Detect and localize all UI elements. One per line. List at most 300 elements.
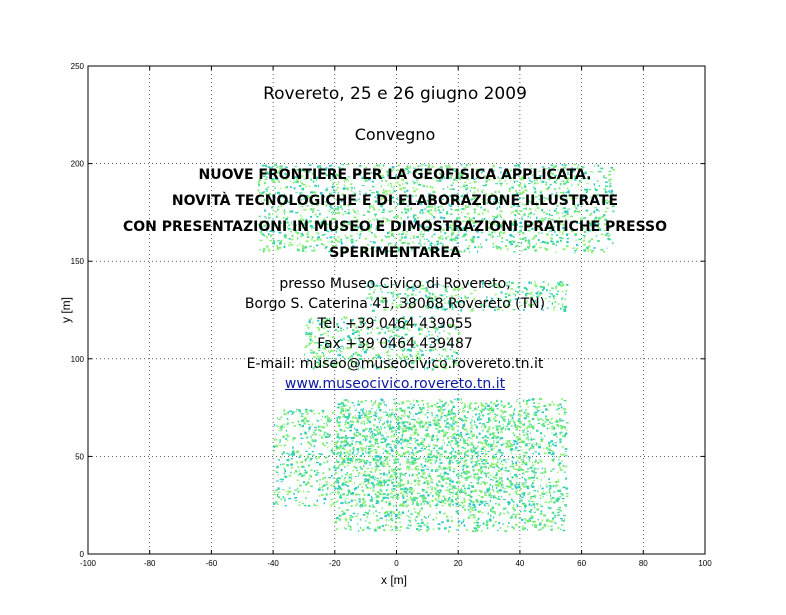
data-point: [298, 491, 301, 492]
data-point: [464, 509, 466, 511]
data-point: [381, 428, 382, 430]
data-point: [517, 460, 518, 462]
data-point: [464, 490, 466, 492]
data-point: [395, 451, 398, 453]
data-point: [404, 487, 407, 490]
data-point: [365, 462, 366, 464]
data-point: [310, 486, 313, 487]
data-point: [309, 443, 311, 445]
data-point: [483, 446, 484, 447]
data-point: [464, 524, 466, 526]
data-point: [373, 436, 374, 438]
data-point: [350, 454, 351, 455]
data-point: [436, 457, 438, 459]
data-point: [495, 484, 498, 486]
data-point: [287, 418, 289, 419]
data-point: [404, 491, 407, 493]
data-point: [458, 513, 459, 514]
data-point: [549, 485, 552, 487]
data-point: [523, 452, 525, 453]
data-point: [439, 492, 441, 493]
data-point: [368, 413, 370, 414]
data-point: [314, 445, 316, 447]
data-point: [303, 481, 305, 483]
data-point: [476, 464, 478, 466]
data-point: [560, 441, 562, 443]
data-point: [391, 488, 392, 490]
data-point: [536, 468, 539, 469]
data-point: [463, 519, 465, 520]
data-point: [415, 511, 416, 512]
data-point: [526, 403, 527, 405]
data-point: [422, 500, 425, 502]
data-point: [470, 482, 473, 483]
data-point: [503, 513, 505, 514]
data-point: [437, 403, 439, 404]
data-point: [398, 454, 400, 456]
data-point: [301, 475, 303, 477]
data-point: [463, 408, 464, 409]
data-point: [354, 455, 355, 457]
data-point: [421, 400, 424, 402]
data-point: [424, 502, 425, 503]
data-point: [558, 421, 560, 423]
data-point: [350, 529, 352, 530]
data-point: [350, 515, 352, 516]
data-point: [353, 450, 354, 452]
data-point: [383, 442, 385, 443]
data-point: [458, 481, 461, 483]
data-point: [528, 416, 530, 418]
data-point: [515, 462, 517, 465]
data-point: [411, 430, 413, 431]
data-point: [522, 473, 524, 475]
data-point: [280, 464, 281, 466]
data-point: [426, 435, 429, 437]
data-point: [437, 501, 439, 503]
data-point: [384, 441, 386, 443]
data-point: [396, 487, 399, 488]
data-point: [339, 448, 341, 449]
data-point: [311, 439, 314, 440]
data-point: [432, 519, 434, 521]
data-point: [468, 450, 469, 452]
data-point: [449, 481, 451, 482]
data-point: [383, 529, 385, 531]
data-point: [521, 459, 522, 461]
data-point: [484, 463, 486, 465]
data-point: [327, 487, 329, 489]
data-point: [414, 480, 416, 482]
data-point: [458, 435, 460, 437]
data-point: [503, 419, 505, 420]
data-point: [292, 446, 294, 449]
data-point: [516, 493, 517, 494]
data-point: [467, 430, 468, 432]
data-point: [473, 410, 474, 411]
data-point: [347, 416, 350, 418]
data-point: [456, 491, 458, 493]
data-point: [404, 411, 405, 413]
data-point: [549, 491, 551, 493]
data-point: [419, 407, 421, 409]
data-point: [339, 464, 341, 466]
data-point: [557, 405, 560, 407]
data-point: [319, 495, 321, 496]
data-point: [373, 402, 376, 404]
data-point: [467, 444, 470, 446]
data-point: [421, 448, 424, 449]
data-point: [324, 477, 326, 479]
data-point: [505, 488, 506, 490]
data-point: [295, 500, 298, 501]
data-point: [548, 409, 549, 411]
data-point: [471, 434, 473, 436]
data-point: [430, 486, 431, 487]
data-point: [330, 419, 331, 422]
data-point: [478, 478, 480, 480]
data-point: [278, 487, 280, 489]
data-point: [508, 459, 510, 460]
data-point: [488, 439, 489, 440]
data-point: [426, 490, 428, 492]
data-point: [388, 525, 390, 526]
data-point: [531, 470, 533, 472]
data-point: [344, 440, 347, 442]
data-point: [398, 432, 400, 434]
data-point: [336, 462, 337, 464]
data-point: [416, 516, 417, 518]
data-point: [368, 494, 370, 496]
data-point: [284, 473, 286, 475]
data-point: [275, 445, 278, 448]
data-point: [488, 420, 489, 422]
data-point: [412, 501, 415, 503]
data-point: [524, 462, 527, 464]
data-point: [346, 475, 347, 477]
data-point: [423, 450, 424, 451]
data-point: [444, 415, 447, 416]
data-point: [347, 442, 348, 443]
data-point: [425, 429, 428, 431]
data-point: [449, 526, 451, 528]
data-point: [359, 443, 362, 445]
data-point: [424, 414, 426, 416]
data-point: [345, 498, 347, 499]
data-point: [481, 477, 482, 478]
data-point: [387, 420, 389, 421]
data-point: [501, 444, 503, 446]
data-point: [348, 502, 350, 503]
data-point: [516, 504, 517, 506]
data-point: [513, 505, 515, 507]
data-point: [526, 415, 527, 417]
data-point: [348, 493, 349, 495]
data-point: [506, 491, 508, 493]
data-point: [424, 465, 426, 467]
data-point: [336, 420, 338, 422]
data-point: [425, 500, 426, 502]
data-point: [527, 413, 529, 415]
data-point: [549, 449, 552, 451]
data-point: [319, 426, 322, 428]
data-point: [354, 482, 355, 484]
data-point: [515, 514, 518, 516]
data-point: [428, 444, 430, 445]
data-point: [377, 460, 379, 462]
data-point: [397, 468, 398, 471]
data-point: [534, 490, 536, 492]
data-point: [533, 470, 535, 472]
data-point: [305, 471, 308, 473]
data-point: [498, 470, 501, 472]
data-point: [490, 515, 491, 518]
data-point: [433, 423, 435, 424]
data-point: [466, 529, 468, 531]
data-point: [482, 463, 483, 465]
data-point: [311, 436, 312, 438]
data-point: [415, 521, 417, 522]
data-point: [395, 432, 397, 433]
data-point: [448, 404, 449, 406]
data-point: [365, 428, 368, 430]
data-point: [300, 461, 303, 463]
data-point: [414, 433, 416, 435]
data-point: [327, 419, 330, 421]
data-point: [450, 444, 451, 446]
data-point: [403, 430, 406, 432]
data-point: [372, 456, 373, 457]
data-point: [492, 525, 494, 527]
data-point: [375, 510, 377, 511]
data-point: [411, 493, 413, 495]
data-point: [478, 479, 479, 481]
data-point: [476, 436, 478, 438]
data-point: [377, 491, 379, 492]
data-point: [296, 409, 297, 411]
data-point: [428, 446, 431, 447]
data-point: [560, 529, 562, 530]
data-point: [400, 463, 401, 465]
data-point: [369, 449, 371, 450]
data-point: [347, 524, 349, 525]
data-point: [484, 446, 486, 447]
data-point: [508, 494, 510, 496]
data-point: [382, 485, 384, 487]
data-point: [436, 460, 438, 462]
data-point: [433, 528, 435, 529]
data-point: [308, 465, 310, 467]
data-point: [417, 443, 419, 445]
data-point: [345, 503, 348, 504]
data-point: [516, 456, 517, 457]
data-point: [407, 415, 410, 417]
data-point: [476, 520, 478, 521]
data-point: [465, 465, 466, 466]
data-point: [418, 481, 420, 482]
data-point: [383, 474, 386, 475]
data-point: [359, 412, 360, 414]
data-point: [391, 412, 393, 414]
data-point: [553, 454, 554, 456]
data-point: [544, 471, 546, 473]
data-point: [407, 488, 408, 490]
data-point: [470, 448, 472, 450]
data-point: [400, 526, 402, 528]
data-point: [562, 498, 565, 499]
data-point: [435, 491, 437, 493]
data-point: [477, 409, 479, 411]
data-point: [480, 501, 483, 503]
data-point: [362, 453, 364, 455]
data-point: [532, 524, 533, 526]
data-point: [342, 402, 344, 404]
data-point: [365, 475, 366, 477]
data-point: [335, 481, 338, 483]
data-point: [541, 511, 543, 513]
data-point: [457, 430, 458, 432]
data-point: [336, 453, 339, 454]
data-point: [485, 453, 488, 455]
data-point: [551, 427, 552, 429]
data-point: [395, 526, 396, 529]
data-point: [395, 462, 397, 464]
data-point: [375, 477, 376, 478]
data-point: [528, 399, 531, 401]
data-point: [519, 403, 521, 405]
data-point: [453, 468, 455, 470]
data-point: [367, 416, 370, 418]
data-point: [473, 473, 476, 475]
data-point: [288, 454, 290, 456]
data-point: [283, 427, 286, 428]
data-point: [410, 435, 413, 436]
data-point: [521, 464, 523, 466]
data-point: [464, 488, 466, 490]
data-point: [355, 505, 357, 506]
data-point: [527, 436, 529, 437]
data-point: [294, 425, 296, 427]
data-point: [446, 445, 448, 446]
data-point: [516, 482, 517, 483]
data-point: [397, 517, 400, 519]
data-point: [478, 451, 479, 453]
data-point: [508, 440, 510, 441]
data-point: [538, 453, 540, 455]
data-point: [494, 414, 496, 416]
data-point: [524, 522, 526, 523]
data-point: [552, 518, 554, 520]
data-point: [541, 529, 542, 531]
data-point: [352, 470, 353, 472]
data-point: [345, 452, 347, 453]
data-point: [401, 401, 404, 403]
data-point: [470, 427, 471, 429]
data-point: [395, 473, 398, 476]
data-point: [471, 485, 474, 487]
data-point: [385, 456, 388, 458]
data-point: [388, 453, 391, 455]
data-point: [487, 527, 489, 529]
data-point: [444, 403, 447, 405]
data-point: [553, 521, 554, 522]
data-point: [512, 457, 515, 459]
data-point: [452, 401, 454, 403]
data-point: [401, 428, 404, 429]
data-point: [555, 481, 558, 483]
data-point: [321, 419, 322, 420]
data-point: [527, 488, 529, 490]
data-point: [472, 436, 474, 437]
data-point: [428, 435, 429, 437]
data-point: [382, 449, 384, 450]
data-point: [415, 429, 418, 431]
data-point: [293, 440, 294, 442]
data-point: [490, 450, 493, 451]
data-point: [326, 422, 327, 423]
data-point: [514, 484, 516, 486]
data-point: [467, 439, 468, 441]
data-point: [323, 462, 326, 463]
data-point: [464, 406, 466, 408]
data-point: [507, 428, 509, 429]
data-point: [511, 425, 513, 427]
data-point: [552, 529, 554, 531]
data-point: [512, 461, 514, 463]
data-point: [438, 528, 441, 530]
data-point: [322, 478, 324, 480]
data-point: [452, 428, 455, 430]
data-point: [419, 510, 421, 512]
data-point: [521, 519, 524, 521]
data-point: [352, 452, 354, 454]
data-point: [275, 471, 276, 472]
data-point: [439, 501, 442, 503]
data-point: [341, 408, 344, 410]
data-point: [398, 441, 400, 443]
data-point: [488, 418, 490, 420]
data-point: [406, 451, 409, 453]
data-point: [389, 450, 390, 451]
data-point: [300, 454, 302, 456]
data-point: [562, 501, 564, 503]
data-point: [332, 412, 334, 414]
data-point: [394, 414, 395, 416]
data-point: [363, 514, 366, 516]
data-point: [548, 482, 551, 483]
data-point: [389, 426, 391, 427]
data-point: [355, 462, 357, 464]
data-point: [453, 448, 454, 450]
data-point: [406, 492, 408, 494]
data-point: [362, 503, 364, 504]
data-point: [472, 416, 474, 417]
data-point: [371, 434, 373, 436]
data-point: [340, 453, 342, 455]
data-point: [521, 421, 522, 422]
data-point: [315, 429, 317, 430]
data-point: [442, 501, 445, 503]
data-point: [300, 426, 303, 428]
data-point: [349, 518, 352, 519]
data-point: [443, 476, 445, 477]
data-point: [407, 407, 410, 409]
data-point: [426, 459, 427, 461]
data-point: [405, 415, 407, 416]
data-point: [529, 456, 531, 458]
data-point: [331, 504, 333, 507]
data-point: [548, 478, 550, 480]
